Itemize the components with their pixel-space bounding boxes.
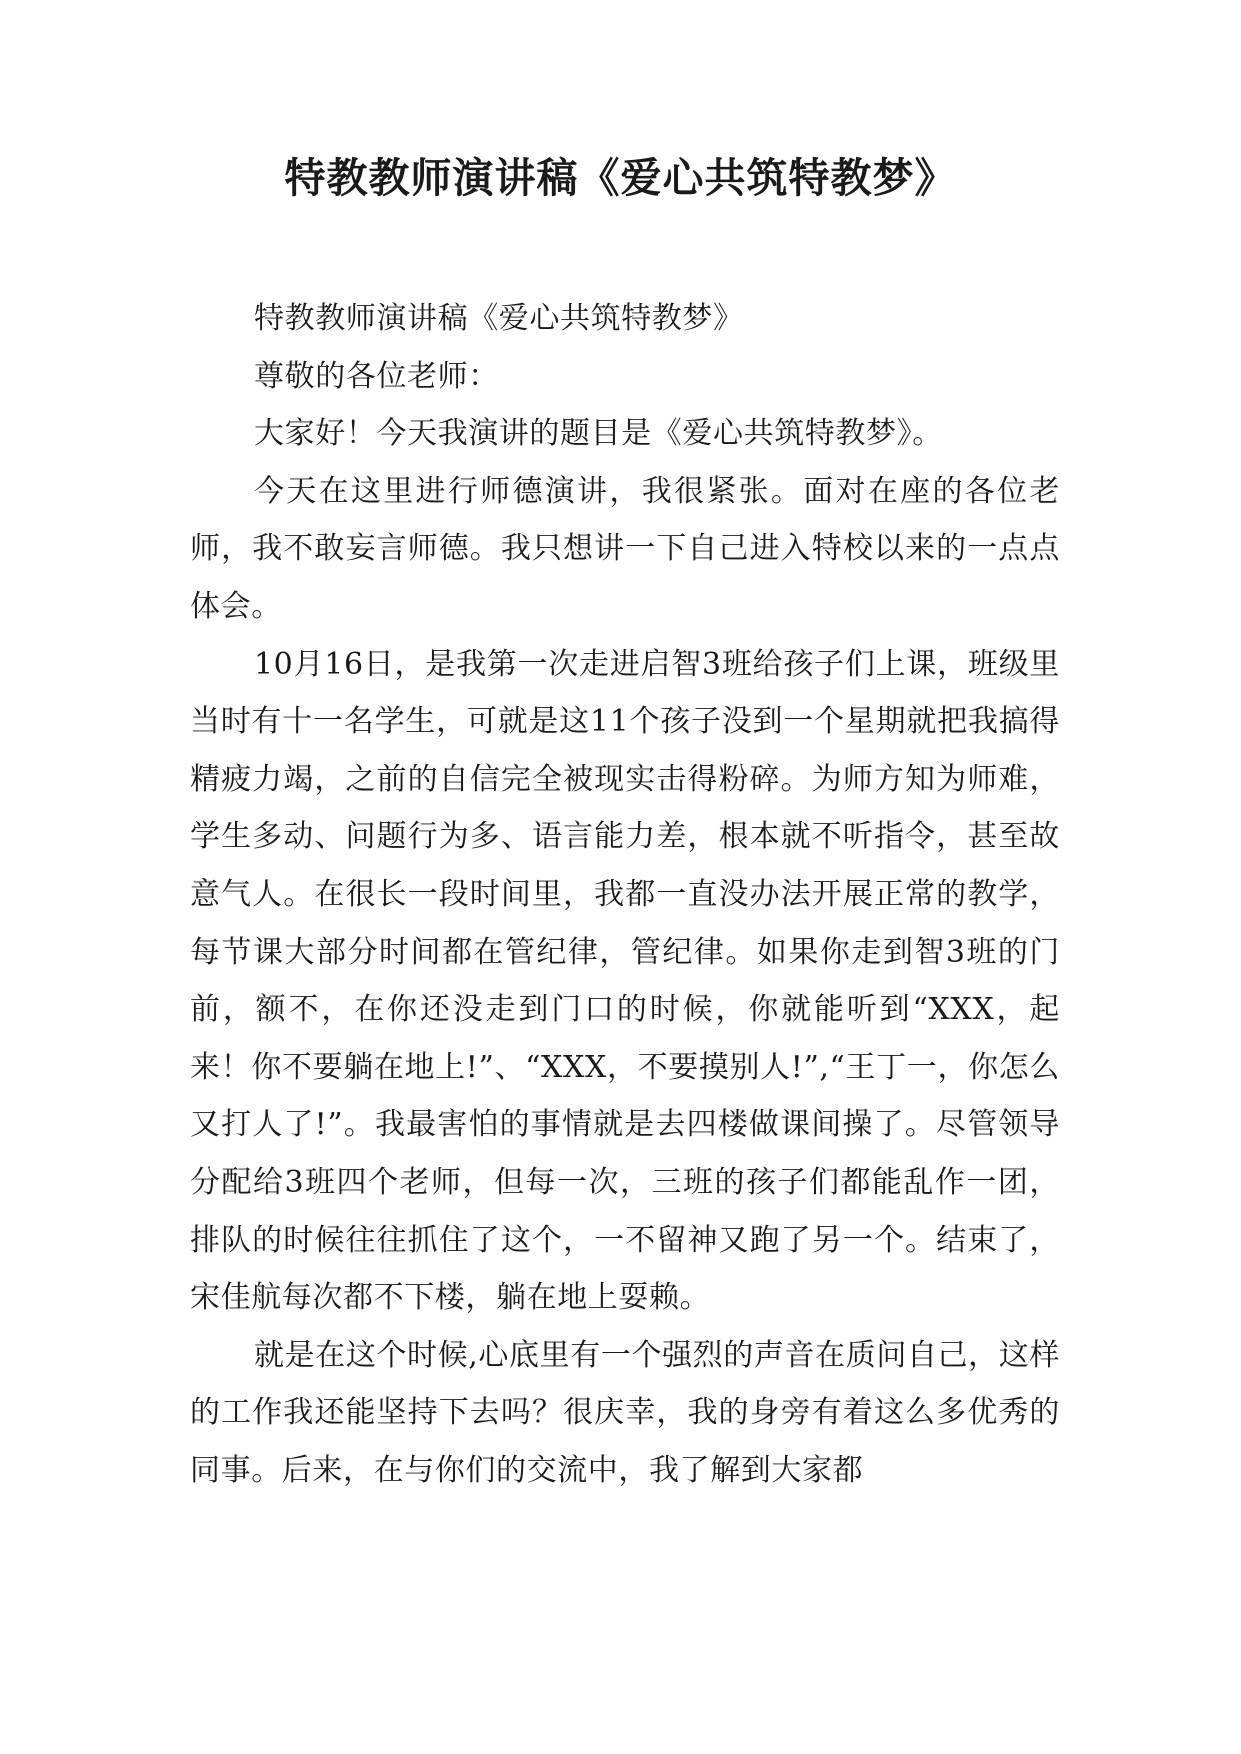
document-title: 特教教师演讲稿《爱心共筑特教梦》	[284, 154, 957, 202]
paragraph-story: 10月16日，是我第一次走进启智3班给孩子们上课，班级里当时有十一名学生，可就是这11个孩子没到一个星期就把我搞得精疲力竭，之前的自信完全被现实击得粉碎。为师方知为师难，学生多动、问题行为多、语言能力差，根本就不听指令，甚至故意气人。在很长一段时间里，我都一直没办法开展正常的教学，每节课大部分时间都在管纪律，管纪律。如果你走到智3班的门前，额不，在你还没走到门口的时候，你就能听到“XXX，起来！你不要躺在地上!”、“XXX，不要摸别人!”,“王丁一，你怎么又打人了!”。我最害怕的事情就是去四楼做课间操了。尽管领导分配给3班四个老师，但每一次，三班的孩子们都能乱作一团，排队的时候往往抓住了这个，一不留神又跑了另一个。结束了，宋佳航每次都不下楼，躺在地上耍赖。	[190, 646, 1060, 1316]
paragraph-reflection: 就是在这个时候,心底里有一个强烈的声音在质问自己，这样的工作我还能坚持下去吗？很庆幸，我的身旁有着这么多优秀的同事。后来，在与你们的交流中，我了解到大家都	[190, 1337, 1060, 1488]
document-body	[190, 290, 1060, 1499]
paragraph-salutation: 尊敬的各位老师：	[254, 358, 499, 394]
paragraph-intro: 今天在这里进行师德演讲，我很紧张。面对在座的各位老师，我不敢妄言师德。我只想讲一下自己进入特校以来的一点点体会。	[190, 473, 1060, 624]
paragraph-greeting: 大家好！今天我演讲的题目是《爱心共筑特教梦》。	[254, 416, 943, 452]
paragraph-subtitle: 特教教师演讲稿《爱心共筑特教梦》	[254, 301, 744, 336]
